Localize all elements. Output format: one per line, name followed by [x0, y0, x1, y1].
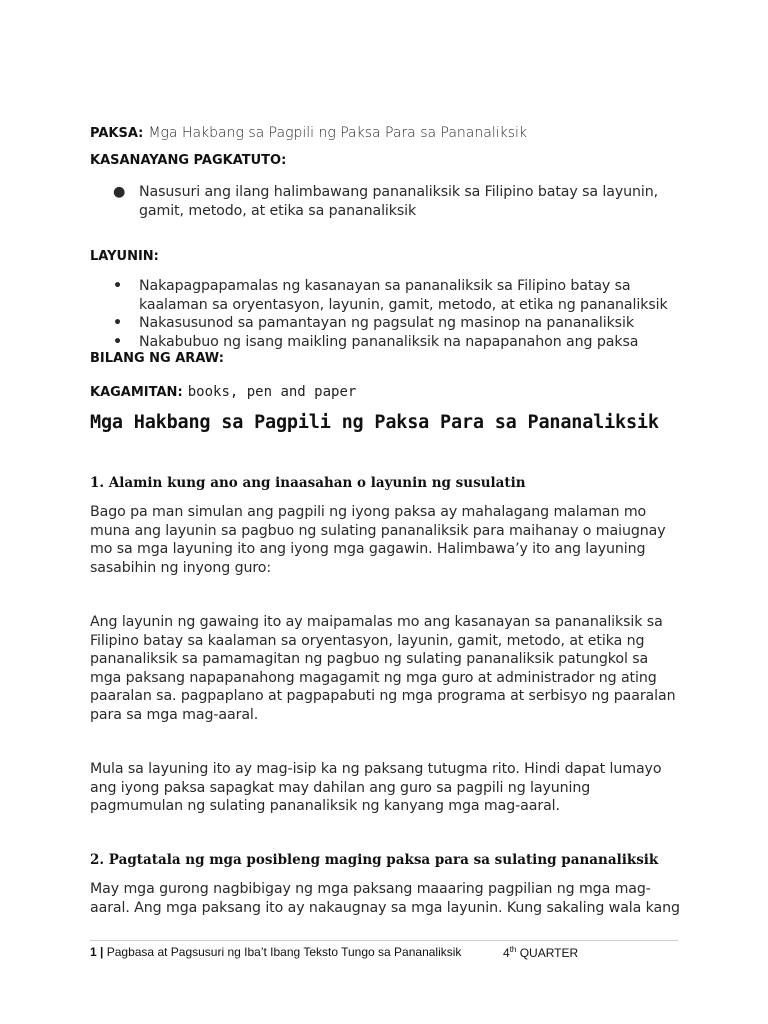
layunin-label: LAYUNIN:: [90, 249, 159, 264]
step1-paragraph-1: Bago pa man simulan ang pagpili ng iyong paksa ay mahalagang malaman mo muna ang layunin sa pagbuo ng sulating pananaliksik para maihanay o maiugnay mo sa mga layuning ito ang iyong mga gagawin. Halimbawa’y ito ang layuning sasabihin ng inyong guro:: [90, 504, 666, 576]
footer-title: Pagbasa at Pagsusuri ng Iba’t Ibang Teksto Tungo sa Pananaliksik: [106, 945, 462, 959]
kagamitan-value: books, pen and paper: [187, 384, 357, 400]
bullet-icon: •: [113, 315, 122, 332]
step1-paragraph-3: Mula sa layuning ito ay mag-isip ka ng paksang tutugma rito. Hindi dapat lumayo ang iyong paksa sapagkat may dahilan ang guro sa pagpili ng layuning pagmumulan ng sulating pananaliksik ng kanyang mga mag-aaral.: [90, 761, 662, 815]
step2-paragraph-1: May mga gurong nagbibigay ng mga paksang maaaring pagpilian ng mga mag-aaral. Ang mga paksang ito ay nakaugnay sa mga layunin. Kung sakaling wala kang: [90, 881, 680, 916]
kasanayan-label: KASANAYANG PAGKATUTO:: [90, 153, 287, 168]
page-title: Mga Hakbang sa Pagpili ng Paksa Para sa Pananaliksik: [90, 412, 659, 433]
kagamitan-label: KAGAMITAN:: [90, 385, 183, 400]
kagamitan-line: [90, 381, 356, 400]
bullet-icon: •: [113, 278, 122, 294]
footer-separator: |: [100, 945, 104, 959]
quarter-label: [503, 945, 578, 960]
kasanayan-list: [92, 183, 692, 220]
quarter-text: QUARTER: [519, 946, 579, 960]
page-footer: [90, 945, 461, 959]
layunin-item: • Nakasusunod sa pamantayan ng pagsulat ng masinop na pananaliksik: [113, 315, 634, 332]
kasanayan-item: ● Nasusuri ang ilang halimbawang pananaliksik sa Filipino batay sa layunin, gamit, metodo, at etika sa pananaliksik: [113, 184, 659, 219]
bullet-icon: •: [113, 333, 122, 350]
paksa-line: [90, 122, 527, 141]
footer-divider: [90, 940, 678, 941]
paksa-label: PAKSA:: [90, 126, 144, 141]
step1-paragraph-2: Ang layunin ng gawaing ito ay maipamalas mo ang kasanayan sa pananaliksik sa Filipino batay sa kaalaman sa oryentasyon, layunin, gamit, metodo, at etika ng pananaliksik sa pamamagitan ng pagbuo ng sulating pananaliksik patungkol sa mga paksang napapanahong magagamit ng mga guro at administrador ng ating paaralan sa. pagpaplano at pagpapabuti ng mga programa at serbisyo ng paaralan para sa mga mag-aaral.: [90, 614, 676, 723]
quarter-number: 4: [503, 946, 510, 960]
layunin-item: • Nakapagpapamalas ng kasanayan sa pananaliksik sa Filipino batay sa kaalaman sa oryentasyon, layunin, gamit, metodo, at etika ng pananaliksik: [113, 278, 668, 313]
bullet-icon: ●: [113, 184, 126, 200]
layunin-list: [92, 277, 692, 351]
bilang-label: BILANG NG ARAW:: [90, 351, 224, 366]
quarter-suffix: th: [509, 945, 517, 954]
step2-heading: 2. Pagtatala ng mga posibleng maging paksa para sa sulating pananaliksik: [90, 852, 659, 868]
paksa-value: Mga Hakbang sa Pagpili ng Paksa Para sa Pananaliksik: [148, 125, 527, 141]
page-number: 1: [90, 945, 97, 959]
step1-heading: 1. Alamin kung ano ang inaasahan o layunin ng susulatin: [90, 475, 526, 491]
layunin-item: • Nakabubuo ng isang maikling pananaliksik na napapanahon ang paksa: [113, 333, 639, 350]
